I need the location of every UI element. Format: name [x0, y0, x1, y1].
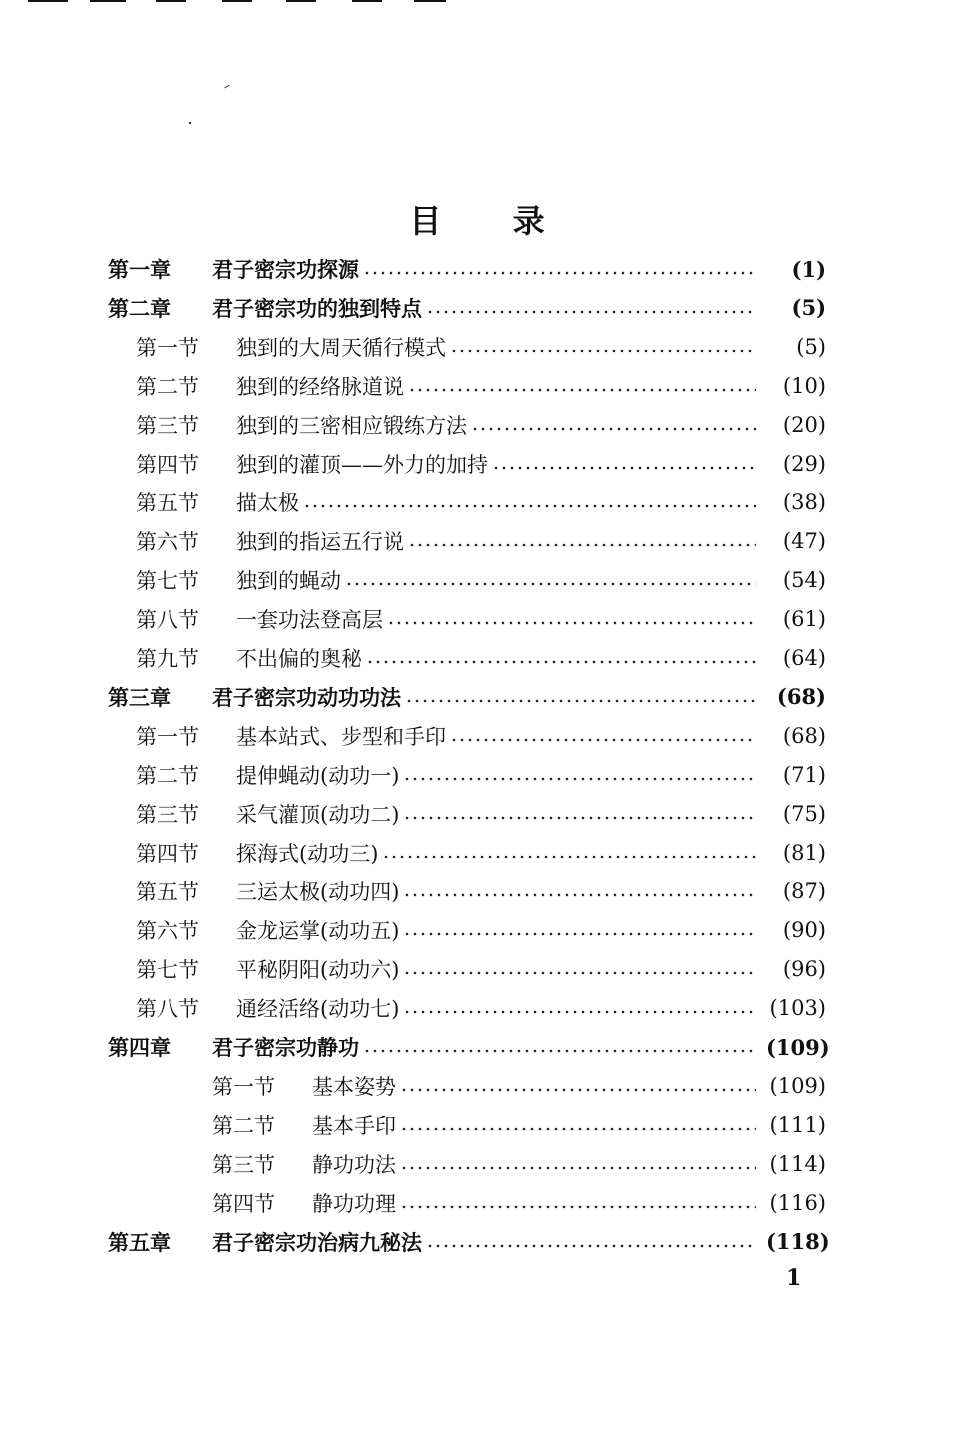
toc-entry: [0, 1223, 954, 1261]
toc-entry-page: (116): [769, 1190, 826, 1215]
toc-entry-title: 提伸蝇动(动功一): [236, 763, 400, 788]
dot-leader: [403, 816, 756, 820]
toc-entry-number: 第七节: [136, 958, 199, 983]
toc-entry-page: (5): [796, 334, 826, 359]
toc-entry-number: 第八节: [136, 608, 199, 633]
dot-leader: [400, 1166, 756, 1170]
toc-entry-number: 第七节: [136, 569, 199, 594]
toc-entry-number: 第三节: [212, 1152, 275, 1177]
toc-entry-number: 第二节: [136, 374, 199, 399]
toc-entry-number: 第八节: [136, 997, 199, 1022]
dot-leader: [492, 466, 756, 470]
toc-entry-page: (47): [782, 529, 826, 554]
scan-edge-mark: [352, 0, 382, 2]
toc-entry-title: 独到的经络脉道说: [236, 374, 404, 399]
toc-entry: [0, 834, 954, 872]
toc-entry-number: 第五节: [136, 880, 199, 905]
toc-entry-title: 静功功理: [312, 1191, 396, 1216]
toc-entry-number: 第三章: [108, 684, 171, 710]
toc-entry-number: 第六节: [136, 919, 199, 944]
dot-leader: [387, 621, 756, 625]
dot-leader: [400, 1205, 756, 1209]
toc-entry-number: 第三节: [136, 413, 199, 438]
toc-entry-page: (54): [782, 568, 826, 593]
toc-entry-page: (118): [766, 1229, 830, 1254]
toc-entry-title: 君子密宗功治病九秘法: [212, 1229, 422, 1255]
toc-entry-number: 第四章: [108, 1035, 171, 1060]
scan-edge-mark: [156, 0, 186, 2]
toc-entry-number: 第一节: [136, 335, 199, 360]
toc-entry: [0, 367, 954, 405]
toc-entry-page: (61): [782, 607, 826, 632]
toc-entry: [0, 522, 954, 560]
scan-edge-mark: [286, 0, 316, 2]
dot-leader: [363, 271, 756, 275]
toc-entry-page: (75): [782, 801, 826, 826]
toc-entry-number: 第九节: [136, 647, 199, 671]
dot-leader: [366, 660, 756, 664]
toc-entry-number: 第一节: [136, 724, 199, 749]
toc-entry-title: 三运太极(动功四): [236, 880, 400, 905]
scan-edge-mark: [414, 0, 446, 2]
toc-entry: [0, 561, 954, 599]
toc-entry: [0, 483, 954, 521]
toc-entry-page: (71): [782, 762, 826, 787]
toc-entry-title: 基本站式、步型和手印: [236, 724, 446, 749]
dot-leader: [426, 1244, 756, 1248]
toc-entry-title: 基本姿势: [312, 1074, 396, 1099]
toc-entry-page: (96): [782, 957, 826, 982]
page-number: 1: [786, 1265, 802, 1291]
toc-entry-page: (64): [782, 646, 826, 670]
toc-entry: [0, 406, 954, 444]
toc-entry: [0, 1028, 954, 1066]
toc-entry-title: 静功功法: [312, 1152, 396, 1177]
toc-entry-page: (29): [782, 451, 826, 476]
toc-entry-title: 独到的蝇动: [236, 569, 341, 594]
toc-entry-page: (68): [782, 723, 826, 748]
toc-entry-number: 第一节: [212, 1074, 275, 1099]
toc-entry-title: 君子密宗功动功功法: [212, 684, 401, 710]
dot-leader: [400, 1127, 756, 1131]
toc-entry-page: (111): [769, 1112, 826, 1137]
toc-entry: [0, 950, 954, 988]
toc-entry-number: 第四节: [212, 1191, 275, 1216]
dot-leader: [403, 777, 756, 781]
toc-entry: [0, 1106, 954, 1144]
toc-entry: [0, 639, 954, 677]
dot-leader: [403, 971, 756, 975]
scan-edge-mark: [90, 0, 126, 2]
toc-entry-page: (109): [766, 1034, 830, 1060]
scan-edge-mark: [28, 0, 68, 2]
dot-leader: [426, 310, 756, 314]
toc-entry-title: 独到的灌顶——外力的加持: [236, 452, 488, 477]
dot-leader: [363, 1049, 756, 1053]
dot-leader: [450, 738, 756, 742]
toc-entry-page: (68): [776, 684, 826, 710]
toc-entry-page: (10): [782, 373, 826, 398]
toc-entry-title: 独到的三密相应锻练方法: [236, 413, 467, 438]
toc-entry: [0, 289, 954, 327]
toc-entry: [0, 1184, 954, 1222]
toc-entry-number: 第二章: [108, 295, 171, 321]
toc-entry: [0, 872, 954, 910]
dot-leader: [382, 855, 756, 859]
toc-entry-number: 第一章: [108, 257, 171, 282]
dot-leader: [345, 582, 756, 586]
toc-entry-title: 采气灌顶(动功二): [236, 802, 400, 827]
toc-entry: [0, 911, 954, 949]
toc-entry-title: 独到的指运五行说: [236, 530, 404, 555]
toc-entry: [0, 1067, 954, 1105]
scan-speck: [189, 122, 191, 124]
toc-entry-title: 君子密宗功静功: [212, 1035, 359, 1060]
toc-entry-number: 第二节: [136, 763, 199, 788]
dot-leader: [403, 893, 756, 897]
toc-entry: [0, 717, 954, 755]
toc-entry-title: 不出偏的奥秘: [236, 647, 362, 671]
scan-edge-mark: [222, 0, 252, 2]
toc-entry-number: 第二节: [212, 1113, 275, 1138]
scan-speck: [224, 85, 230, 89]
dot-leader: [403, 1010, 756, 1014]
toc-entry-title: 君子密宗功探源: [212, 257, 359, 282]
toc-entry-page: (109): [769, 1073, 826, 1098]
toc-entry: [0, 250, 954, 288]
toc-entry-title: 平秘阴阳(动功六): [236, 958, 400, 983]
toc-entry-number: 第四节: [136, 452, 199, 477]
toc-entry-number: 第五章: [108, 1229, 171, 1255]
toc-entry-title: 一套功法登高层: [236, 608, 383, 633]
toc-entry-page: (5): [791, 295, 826, 321]
toc-entry-title: 君子密宗功的独到特点: [212, 295, 422, 321]
toc-entry-number: 第三节: [136, 802, 199, 827]
toc-entry-page: (87): [782, 879, 826, 904]
toc-entry: [0, 756, 954, 794]
toc-entry-page: (81): [782, 840, 826, 865]
toc-entry-title: 独到的大周天循行模式: [236, 335, 446, 360]
toc-entry-page: (38): [782, 490, 826, 515]
toc-entry: [0, 989, 954, 1027]
toc-entry-page: (114): [769, 1151, 826, 1176]
toc-entry: [0, 445, 954, 483]
toc-entry-title: 通经活络(动功七): [236, 997, 400, 1022]
dot-leader: [471, 427, 756, 431]
toc-entry-page: (103): [769, 996, 826, 1021]
dot-leader: [450, 349, 756, 353]
toc-entry-number: 第四节: [136, 841, 199, 866]
toc-entry: [0, 678, 954, 716]
toc-entry-page: (90): [782, 918, 826, 943]
toc-entry-title: 基本手印: [312, 1113, 396, 1138]
dot-leader: [405, 699, 756, 703]
toc-entry-title: 描太极: [236, 491, 299, 516]
dot-leader: [403, 932, 756, 936]
toc-entry-number: 第六节: [136, 530, 199, 555]
dot-leader: [408, 543, 756, 547]
dot-leader: [303, 504, 756, 508]
toc-entry: [0, 1145, 954, 1183]
toc-entry: [0, 600, 954, 638]
toc-entry: [0, 328, 954, 366]
toc-entry: [0, 795, 954, 833]
toc-entry-number: 第五节: [136, 491, 199, 516]
toc-title: 目 录: [409, 202, 575, 240]
toc-entry-page: (1): [791, 256, 826, 282]
toc-entry-title: 金龙运掌(动功五): [236, 919, 400, 944]
dot-leader: [400, 1088, 756, 1092]
dot-leader: [408, 388, 756, 392]
toc-entry-title: 探海式(动功三): [236, 841, 379, 866]
toc-entry-page: (20): [782, 412, 826, 437]
